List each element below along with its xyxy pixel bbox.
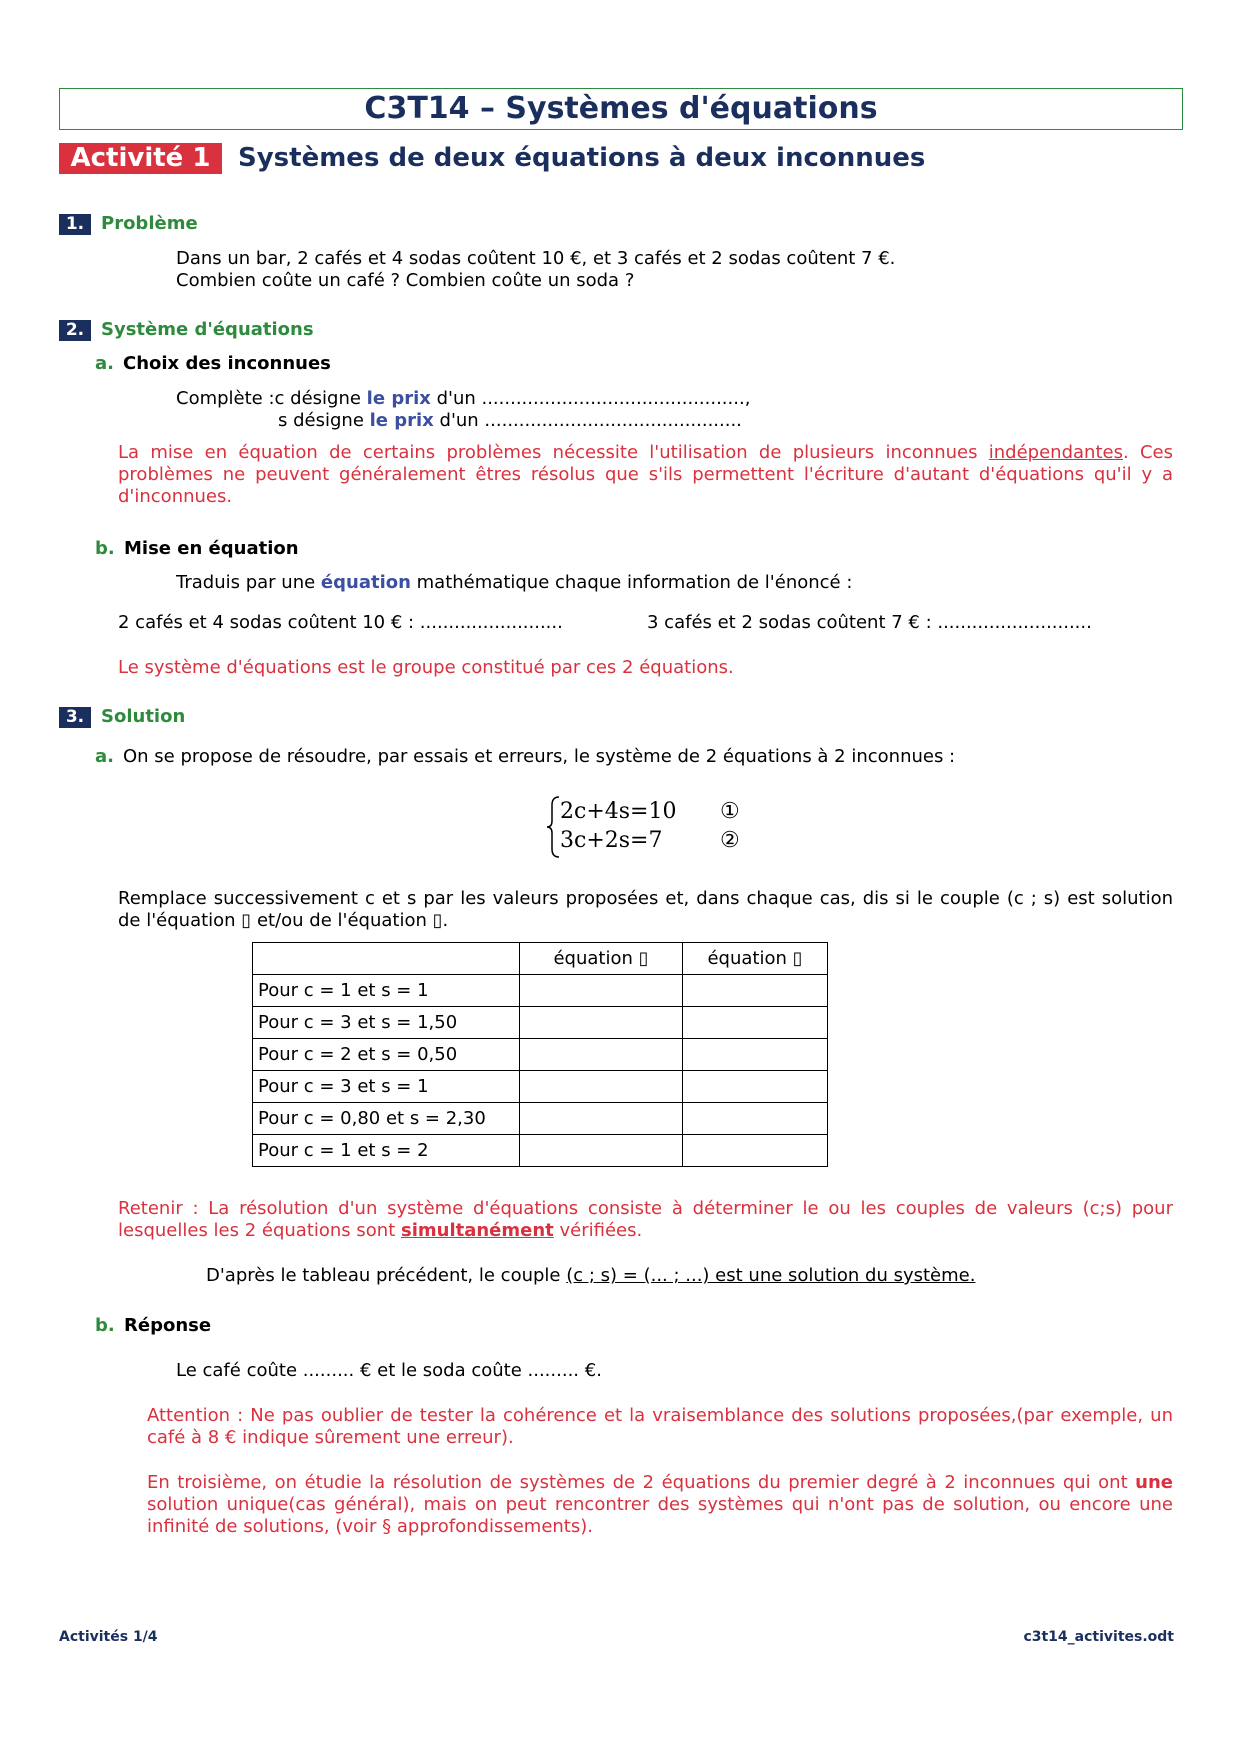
- table-cell-equation-1[interactable]: [520, 975, 683, 1007]
- table-cell-equation-1[interactable]: [520, 1103, 683, 1135]
- table-cell-equation-2[interactable]: [683, 1071, 828, 1103]
- retenir-part-1: Retenir : La résolution d'un système d'équations consiste à déterminer le ou les couples de valeurs (c;s) pour lesquelles les 2 équations sont: [118, 1198, 1173, 1241]
- section-3-number: 3.: [59, 707, 91, 728]
- section-2b-title: Mise en équation: [124, 538, 299, 559]
- activity-badge: Activité 1: [59, 143, 222, 174]
- complete-line-2-suffix: d'un .............................................: [433, 410, 742, 431]
- section-3b-title: Réponse: [124, 1315, 212, 1336]
- footer-right: c3t14_activites.odt: [1023, 1629, 1174, 1645]
- section-3a-letter: a.: [95, 746, 114, 767]
- section-3-title: Solution: [101, 706, 186, 727]
- table-cell-equation-1[interactable]: [520, 1007, 683, 1039]
- table-cell-equation-2[interactable]: [683, 975, 828, 1007]
- traduis-part-2: mathématique chaque information de l'énoncé :: [410, 572, 853, 593]
- complete-prefix: Complète :c désigne: [176, 388, 367, 409]
- table-row: [253, 1007, 828, 1039]
- apres-tableau-line: [206, 1265, 975, 1287]
- troisieme-part-2: solution unique(cas général), mais on peut rencontrer des systèmes qui n'ont pas de solution, ou encore une infinité de solutions, (voir § approfondissements).: [147, 1494, 1173, 1537]
- retenir-part-2: vérifiées.: [553, 1220, 643, 1241]
- complete-line-1-suffix: d'un ..............................................,: [430, 388, 751, 409]
- le-prix-2: le prix: [369, 410, 434, 431]
- traduis-line: [176, 572, 852, 594]
- attention-note: Attention : Ne pas oublier de tester la cohérence et la vraisemblance des solutions proposées,(par exemple, un café à 8 € indique sûrement une erreur).: [147, 1405, 1173, 1448]
- table-instruction: Remplace successivement c et s par les valeurs proposées et, dans chaque cas, dis si le couple (c ; s) est solution de l'équation ▯ et/ou de l'équation ▯.: [118, 888, 1173, 931]
- red-note-part-2: . Ces problèmes ne peuvent généralement êtres résolus que s'ils permettent l'écriture d'autant d'équations qu'il y a d'inconnues.: [118, 442, 1174, 507]
- equation-blank-left: 2 cafés et 4 sodas coûtent 10 € : .........................: [118, 612, 563, 633]
- troisieme-part-1: En troisième, on étudie la résolution de systèmes de 2 équations du premier degré à 2 inconnues qui ont: [147, 1472, 1136, 1493]
- retenir-simultanement: simultanément: [400, 1220, 554, 1241]
- table-cell-equation-1[interactable]: [520, 1039, 683, 1071]
- footer-left: Activités 1/4: [59, 1629, 158, 1645]
- table-cell-equation-2[interactable]: [683, 1103, 828, 1135]
- table-row: [253, 1039, 828, 1071]
- table-row: [253, 1135, 828, 1167]
- table-cell-equation-2[interactable]: [683, 1039, 828, 1071]
- system-equation-2: 3c+2s=7: [560, 828, 663, 853]
- table-cell-equation-2[interactable]: [683, 1135, 828, 1167]
- system-equation-1: 2c+4s=10: [560, 799, 677, 824]
- red-system-definition: Le système d'équations est le groupe constitué par ces 2 équations.: [118, 657, 734, 678]
- table-header-equation-1: équation ▯: [520, 943, 683, 975]
- reponse-line: Le café coûte ......... € et le soda coûte ......... €.: [176, 1360, 602, 1381]
- red-note-underlined: indépendantes: [988, 442, 1123, 463]
- red-note-part-1: La mise en équation de certains problèmes nécessite l'utilisation de plusieurs inconnues: [118, 442, 989, 463]
- equation-blank-right: 3 cafés et 2 sodas coûtent 7 € : ...........................: [647, 612, 1092, 633]
- table-header-empty: [253, 943, 520, 975]
- troisieme-une: une: [1135, 1472, 1173, 1493]
- table-cell-equation-2[interactable]: [683, 1007, 828, 1039]
- page-title: C3T14 – Systèmes d'équations: [59, 88, 1183, 130]
- red-note-unknowns: [118, 442, 1173, 508]
- section-2b-letter: b.: [95, 538, 115, 559]
- table-row-label: Pour c = 0,80 et s = 2,30: [253, 1103, 520, 1135]
- section-3a-text: On se propose de résoudre, par essais et erreurs, le système de 2 équations à 2 inconnues :: [123, 746, 956, 767]
- traduis-equation: équation: [320, 572, 411, 593]
- section-2a-letter: a.: [95, 353, 114, 374]
- le-prix-1: le prix: [366, 388, 431, 409]
- activity-title: Systèmes de deux équations à deux inconnues: [238, 143, 926, 173]
- s-prefix: s désigne: [278, 410, 370, 431]
- complete-line-1: [176, 388, 750, 410]
- section-1-number: 1.: [59, 214, 91, 235]
- apres-part-1: D'après le tableau précédent, le couple: [206, 1265, 567, 1286]
- section-3b-letter: b.: [95, 1315, 115, 1336]
- table-cell-equation-1[interactable]: [520, 1071, 683, 1103]
- table-row-label: Pour c = 3 et s = 1,50: [253, 1007, 520, 1039]
- equation-1-marker: ①: [720, 799, 740, 824]
- apres-underlined: (c ; s) = (... ; ...) est une solution du système.: [566, 1265, 976, 1286]
- retenir-note: [118, 1198, 1173, 1242]
- troisieme-note: [147, 1472, 1173, 1538]
- section-2a-title: Choix des inconnues: [123, 353, 331, 374]
- table-row: [253, 1071, 828, 1103]
- table-row-label: Pour c = 1 et s = 2: [253, 1135, 520, 1167]
- test-values-table: [252, 942, 828, 1167]
- table-row-label: Pour c = 3 et s = 1: [253, 1071, 520, 1103]
- table-row-label: Pour c = 1 et s = 1: [253, 975, 520, 1007]
- table-header-equation-2: équation ▯: [683, 943, 828, 975]
- problem-line-1: Dans un bar, 2 cafés et 4 sodas coûtent 10 €, et 3 cafés et 2 sodas coûtent 7 €.: [176, 248, 896, 269]
- section-2-number: 2.: [59, 320, 91, 341]
- table-row: [253, 975, 828, 1007]
- problem-line-2: Combien coûte un café ? Combien coûte un soda ?: [176, 270, 635, 291]
- table-row-label: Pour c = 2 et s = 0,50: [253, 1039, 520, 1071]
- section-2-title: Système d'équations: [101, 319, 314, 340]
- complete-line-2: [278, 410, 742, 432]
- equation-2-marker: ②: [720, 828, 740, 853]
- table-header-row: [253, 943, 828, 975]
- section-1-title: Problème: [101, 213, 198, 234]
- traduis-part-1: Traduis par une: [176, 572, 321, 593]
- table-cell-equation-1[interactable]: [520, 1135, 683, 1167]
- table-row: [253, 1103, 828, 1135]
